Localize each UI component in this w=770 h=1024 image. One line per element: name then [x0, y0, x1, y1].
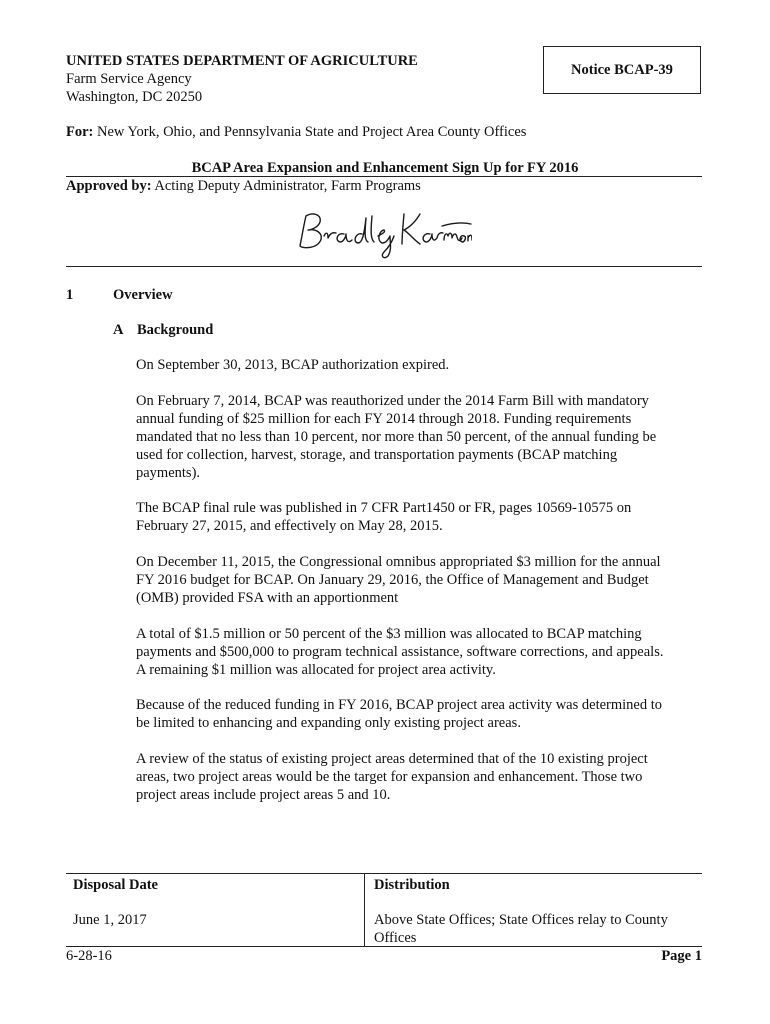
paragraph-line: On December 11, 2015, the Congressional omnibus appropriated $3 million for the annual [136, 554, 661, 570]
paragraph-line: On February 7, 2014, BCAP was reauthorized under the 2014 Farm Bill with mandatory [136, 393, 649, 409]
paragraph-line: A review of the status of existing project areas determined that of the 10 existing project [136, 751, 648, 767]
paragraph-line: February 27, 2015, and effectively on May 28, 2015. [136, 518, 443, 534]
paragraph-line: A total of $1.5 million or 50 percent of the $3 million was allocated to BCAP matching [136, 626, 642, 642]
page-number: Page 1 [661, 948, 702, 964]
distribution-value-line2: Offices [374, 930, 417, 946]
paragraph-2 [136, 392, 696, 482]
divider-signature [66, 266, 702, 267]
footer-table-bottom-rule [66, 946, 702, 947]
section-number: 1 [66, 287, 74, 303]
agency-address: Washington, DC 20250 [66, 89, 203, 105]
paragraph-6 [136, 696, 696, 732]
disposal-date-value: June 1, 2017 [73, 912, 147, 928]
distribution-value-line1: Above State Offices; State Offices relay to County [374, 912, 668, 928]
paragraph-line: annual funding of $25 million for each FY 2014 through 2018. Funding requirements [136, 411, 632, 427]
paragraph-1 [136, 356, 696, 374]
paragraph-5 [136, 625, 696, 679]
paragraph-line: used for collection, harvest, storage, and transportation payments (BCAP matching [136, 447, 618, 463]
for-text: New York, Ohio, and Pennsylvania State and Project Area County Offices [97, 124, 527, 140]
paragraph-7 [136, 750, 696, 804]
paragraph-line: (OMB) provided FSA with an apportionment [136, 590, 399, 606]
paragraph-line: mandated that no less than 10 percent, nor more than 50 percent, of the annual funding be [136, 429, 657, 445]
approved-label: Approved by: [66, 178, 152, 194]
section-title: Overview [113, 287, 173, 303]
paragraph-line: On September 30, 2013, BCAP authorization expired. [136, 357, 450, 373]
paragraph-line: be limited to enhancing and expanding only existing project areas. [136, 715, 521, 731]
agency-name: UNITED STATES DEPARTMENT OF AGRICULTURE [66, 53, 418, 69]
disposal-date-label: Disposal Date [73, 877, 158, 893]
notice-subject: BCAP Area Expansion and Enhancement Sign Up for FY 2016 [191, 160, 579, 176]
approved-line [66, 177, 421, 195]
sub-agency-name: Farm Service Agency [66, 71, 192, 87]
paragraph-line: The BCAP final rule was published in 7 CFR Part1450 or FR, pages 10569-10575 on [136, 500, 632, 516]
subsection-title: Background [137, 322, 214, 338]
paragraph-line: payments and $500,000 to program technical assistance, software corrections, and appeals. [136, 644, 664, 660]
notice-number-box [543, 46, 701, 94]
footer-table-divider [364, 874, 365, 946]
page-date: 6-28-16 [66, 948, 112, 964]
subsection-letter: A [113, 322, 124, 338]
signature-image [292, 206, 472, 260]
approved-text: Acting Deputy Administrator, Farm Programs [154, 178, 421, 194]
paragraph-line: FY 2016 budget for BCAP. On January 29, 2016, the Office of Management and Budget [136, 572, 649, 588]
paragraph-line: Because of the reduced funding in FY 2016, BCAP project area activity was determined to [136, 697, 663, 713]
footer-table-top-rule [66, 873, 702, 874]
paragraph-line: project areas include project areas 5 and 10. [136, 787, 391, 803]
paragraph-line: payments). [136, 465, 201, 481]
paragraph-line: areas, two project areas would be the target for expansion and enhancement. Those two [136, 769, 643, 785]
paragraph-line: A remaining $1 million was allocated for project area activity. [136, 662, 496, 678]
for-label: For: [66, 124, 94, 140]
paragraph-4 [136, 553, 696, 607]
header-block [66, 52, 418, 106]
notice-number: Notice BCAP-39 [571, 62, 673, 78]
paragraph-3 [136, 499, 696, 535]
for-line [66, 123, 526, 141]
distribution-label: Distribution [374, 877, 450, 893]
